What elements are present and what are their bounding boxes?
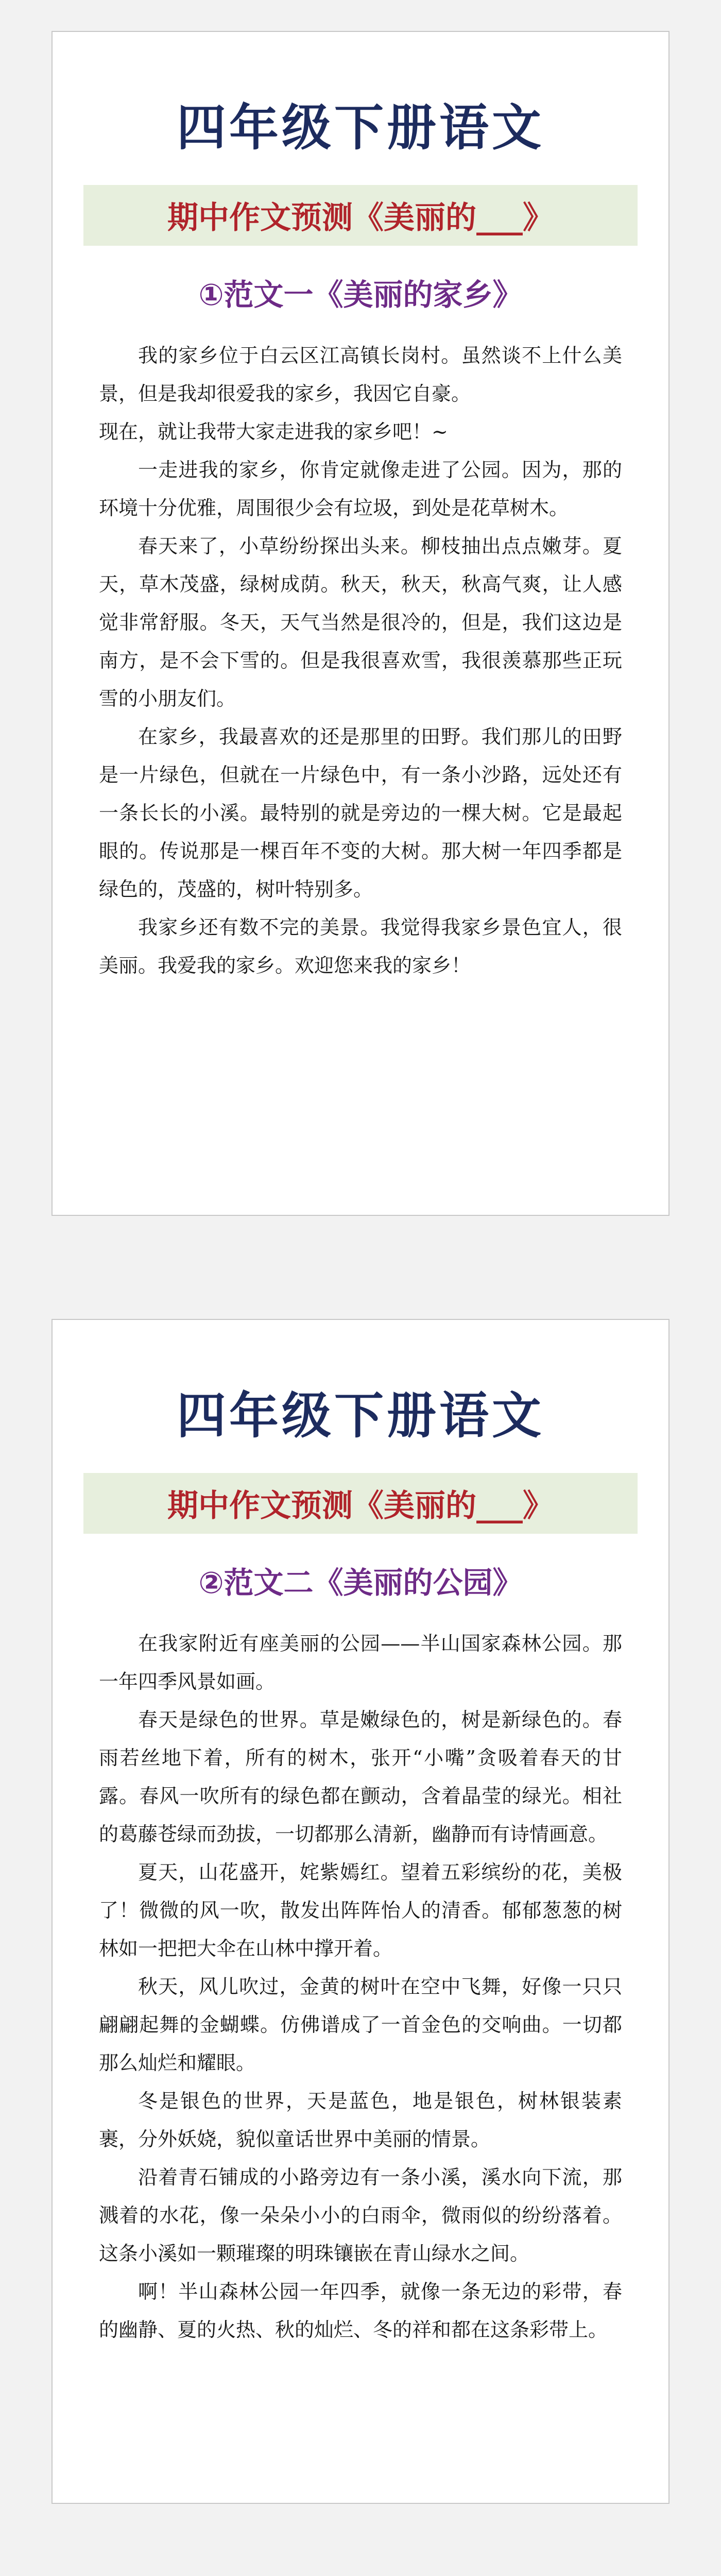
- essay-body: [99, 1624, 622, 2349]
- document-title: 四年级下册语文: [177, 99, 544, 157]
- essay-page-2: [52, 1319, 670, 2504]
- essay-paragraph: 沿着青石铺成的小路旁边有一条小溪，溪水向下流，那溅着的水花，像一朵朵小小的白雨伞，微雨似的纷纷落着。这条小溪如一颗璀璨的明珠镶嵌在青山绿水之间。: [99, 2166, 622, 2265]
- subtitle-banner: 期中作文预测《美丽的___》: [83, 185, 638, 246]
- subtitle-banner: 期中作文预测《美丽的___》: [83, 1473, 638, 1534]
- essay-paragraph: 夏天，山花盛开，姹紫嫣红。望着五彩缤纷的花，美极了！微微的风一吹，散发出阵阵怡人的清香。郁郁葱葱的树林如一把把大伞在山林中撑开着。: [99, 1861, 622, 1960]
- essay-heading: ②范文二《美丽的公园》: [198, 1565, 523, 1600]
- essay-paragraph: 冬是银色的世界，天是蓝色，地是银色，树林银装素裹，分外妖娆，貌似童话世界中美丽的情景。: [99, 2090, 622, 2150]
- essay-paragraph: 啊！半山森林公园一年四季，就像一条无边的彩带，春的幽静、夏的火热、秋的灿烂、冬的祥和都在这条彩带上。: [99, 2280, 622, 2341]
- essay-paragraph: 一走进我的家乡，你肯定就像走进了公园。因为，那的环境十分优雅，周围很少会有垃圾，到处是花草树木。: [99, 459, 622, 519]
- essay-paragraph: 我家乡还有数不完的美景。我觉得我家乡景色宜人，很美丽。我爱我的家乡。欢迎您来我的家乡！: [99, 916, 622, 977]
- essay-body: [99, 336, 622, 985]
- document-title: 四年级下册语文: [177, 1387, 544, 1445]
- essay-paragraph: 春天来了，小草纷纷探出头来。柳枝抽出点点嫩芽。夏天，草木茂盛，绿树成荫。秋天，秋天，秋高气爽，让人感觉非常舒服。冬天，天气当然是很冷的，但是，我们这边是南方，是不会下雪的。但是我很喜欢雪，我很羡慕那些正玩雪的小朋友们。: [99, 535, 622, 710]
- essay-paragraph: 现在，就让我带大家走进我的家乡吧！~: [99, 420, 448, 443]
- essay-paragraph: 我的家乡位于白云区江高镇长岗村。虽然谈不上什么美景，但是我却很爱我的家乡，我因它自豪。: [99, 344, 622, 405]
- essay-page-1: [52, 31, 670, 1216]
- essay-paragraph: 秋天，风儿吹过，金黄的树叶在空中飞舞，好像一只只翩翩起舞的金蝴蝶。仿佛谱成了一首金色的交响曲。一切都那么灿烂和耀眼。: [99, 1975, 622, 2074]
- essay-paragraph: 在家乡，我最喜欢的还是那里的田野。我们那儿的田野是一片绿色，但就在一片绿色中，有一条小沙路，远处还有一条长长的小溪。最特别的就是旁边的一棵大树。它是最起眼的。传说那是一棵百年不变的大树。那大树一年四季都是绿色的，茂盛的，树叶特别多。: [99, 725, 622, 901]
- essay-heading: ①范文一《美丽的家乡》: [198, 277, 523, 312]
- essay-paragraph: 在我家附近有座美丽的公园——半山国家森林公园。那一年四季风景如画。: [99, 1632, 622, 1693]
- essay-paragraph: 春天是绿色的世界。草是嫩绿色的，树是新绿色的。春雨若丝地下着，所有的树木，张开“小嘴”贪吸着春天的甘露。春风一吹所有的绿色都在颤动，含着晶莹的绿光。相社的葛藤苍绿而劲拔，一切都那么清新，幽静而有诗情画意。: [99, 1708, 622, 1845]
